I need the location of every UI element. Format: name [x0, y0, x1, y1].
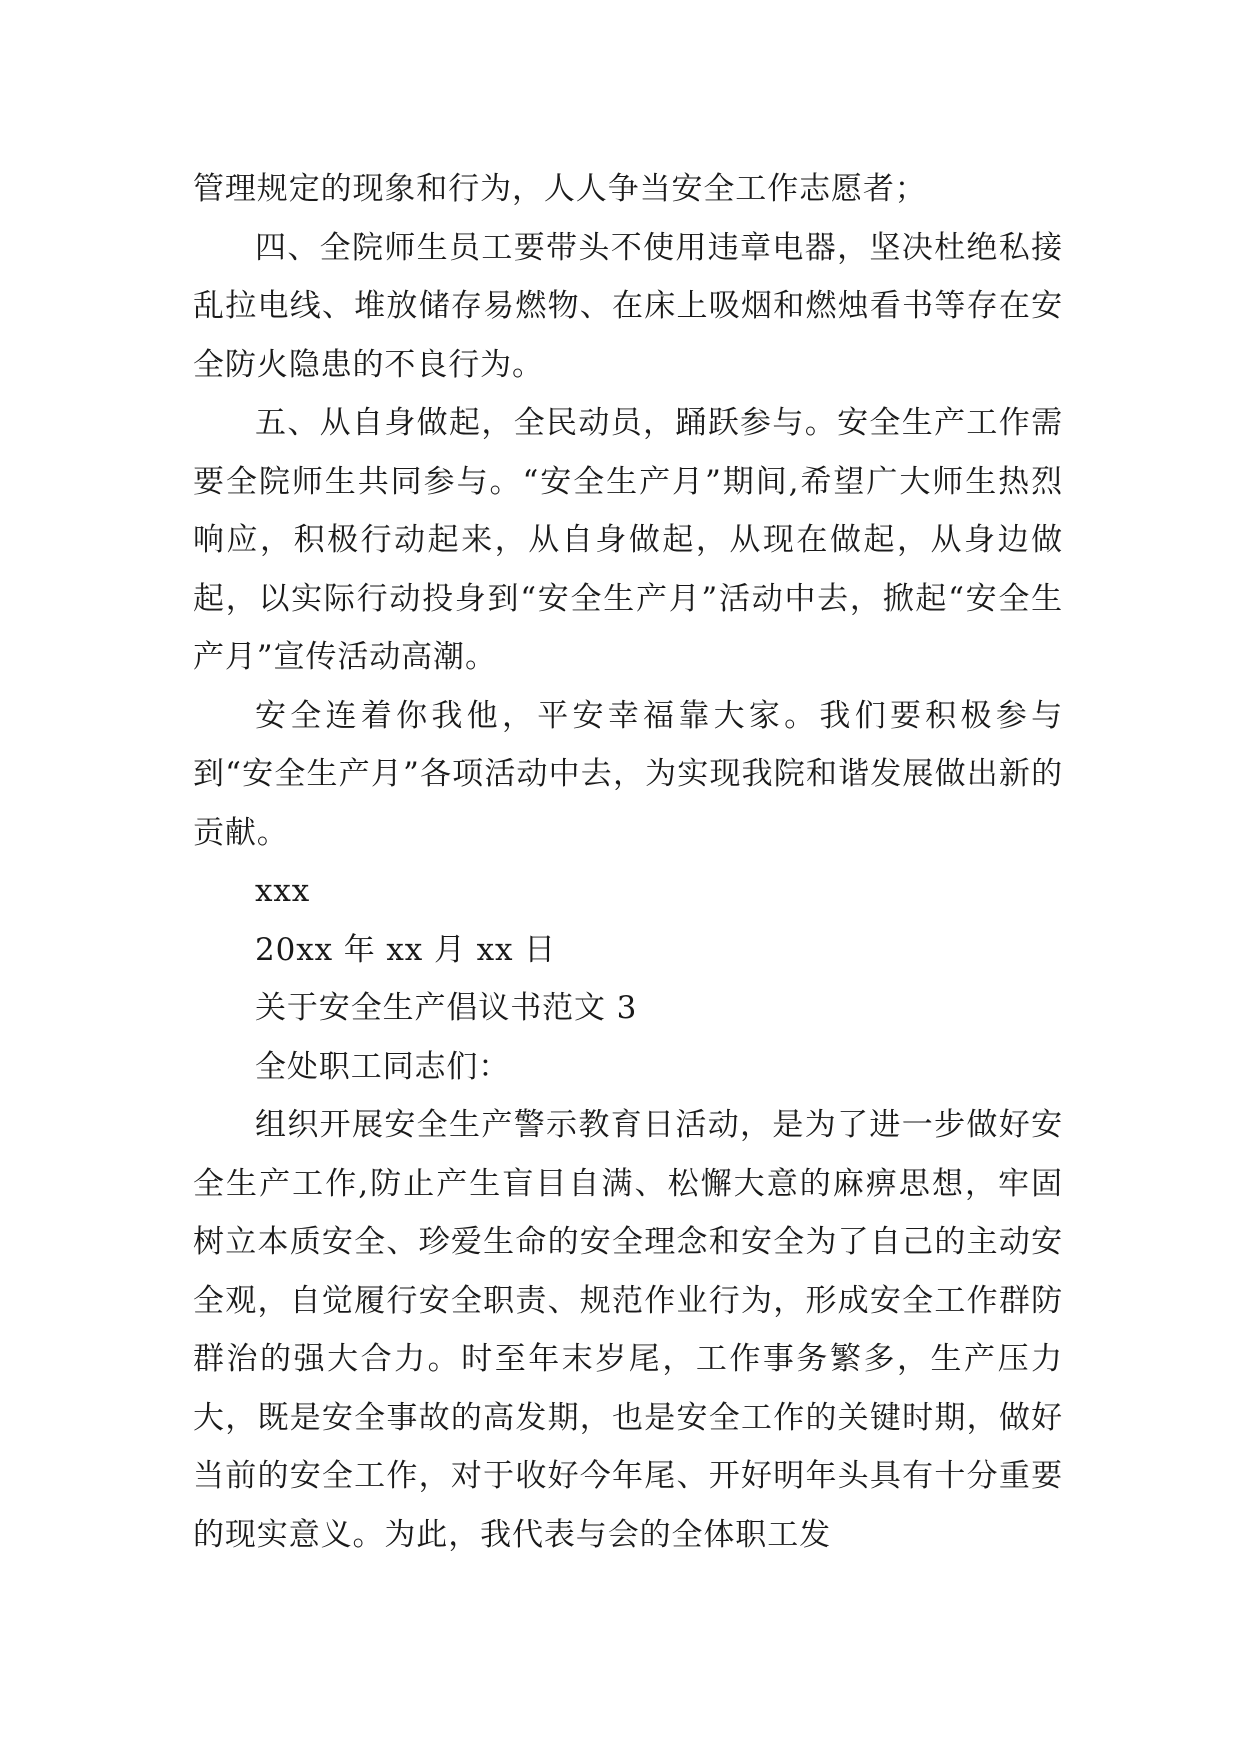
section-title: 关于安全生产倡议书范文 3: [255, 990, 638, 1026]
closing-paragraph: 安全连着你我他，平安幸福靠大家。我们要积极参与到“安全生产月”各项活动中去，为实现我院和谐发展做出新的贡献。: [193, 697, 1063, 851]
salutation: 全处职工同志们：: [255, 1048, 511, 1085]
continuation-paragraph: 管理规定的现象和行为，人人争当安全工作志愿者；: [193, 171, 927, 207]
document-body: [193, 160, 1063, 1564]
body-paragraph: 组织开展安全生产警示教育日活动，是为了进一步做好安全生产工作,防止产生盲目自满、松懈大意的麻痹思想，牢固树立本质安全、珍爱生命的安全理念和安全为了自己的主动安全观，自觉履行安全职责、规范作业行为，形成安全工作群防群治的强大合力。时至年末岁尾，工作事务繁多，生产压力大，既是安全事故的高发期，也是安全工作的关键时期，做好当前的安全工作，对于收好今年尾、开好明年头具有十分重要的现实意义。为此，我代表与会的全体职工发: [193, 1107, 1063, 1553]
point-five-paragraph: 五、从自身做起，全民动员，踊跃参与。安全生产工作需要全院师生共同参与。“安全生产月”期间,希望广大师生热烈响应，积极行动起来，从自身做起，从现在做起，从身边做起，以实际行动投身到“安全生产月”活动中去，掀起“安全生产月”宣传活动高潮。: [193, 405, 1063, 675]
date-line: 20xx 年 xx 月 xx 日: [255, 931, 557, 968]
signature: xxx: [255, 873, 311, 909]
point-four-paragraph: 四、全院师生员工要带头不使用违章电器，坚决杜绝私接乱拉电线、堆放储存易燃物、在床上吸烟和燃烛看书等存在安全防火隐患的不良行为。: [193, 229, 1063, 383]
